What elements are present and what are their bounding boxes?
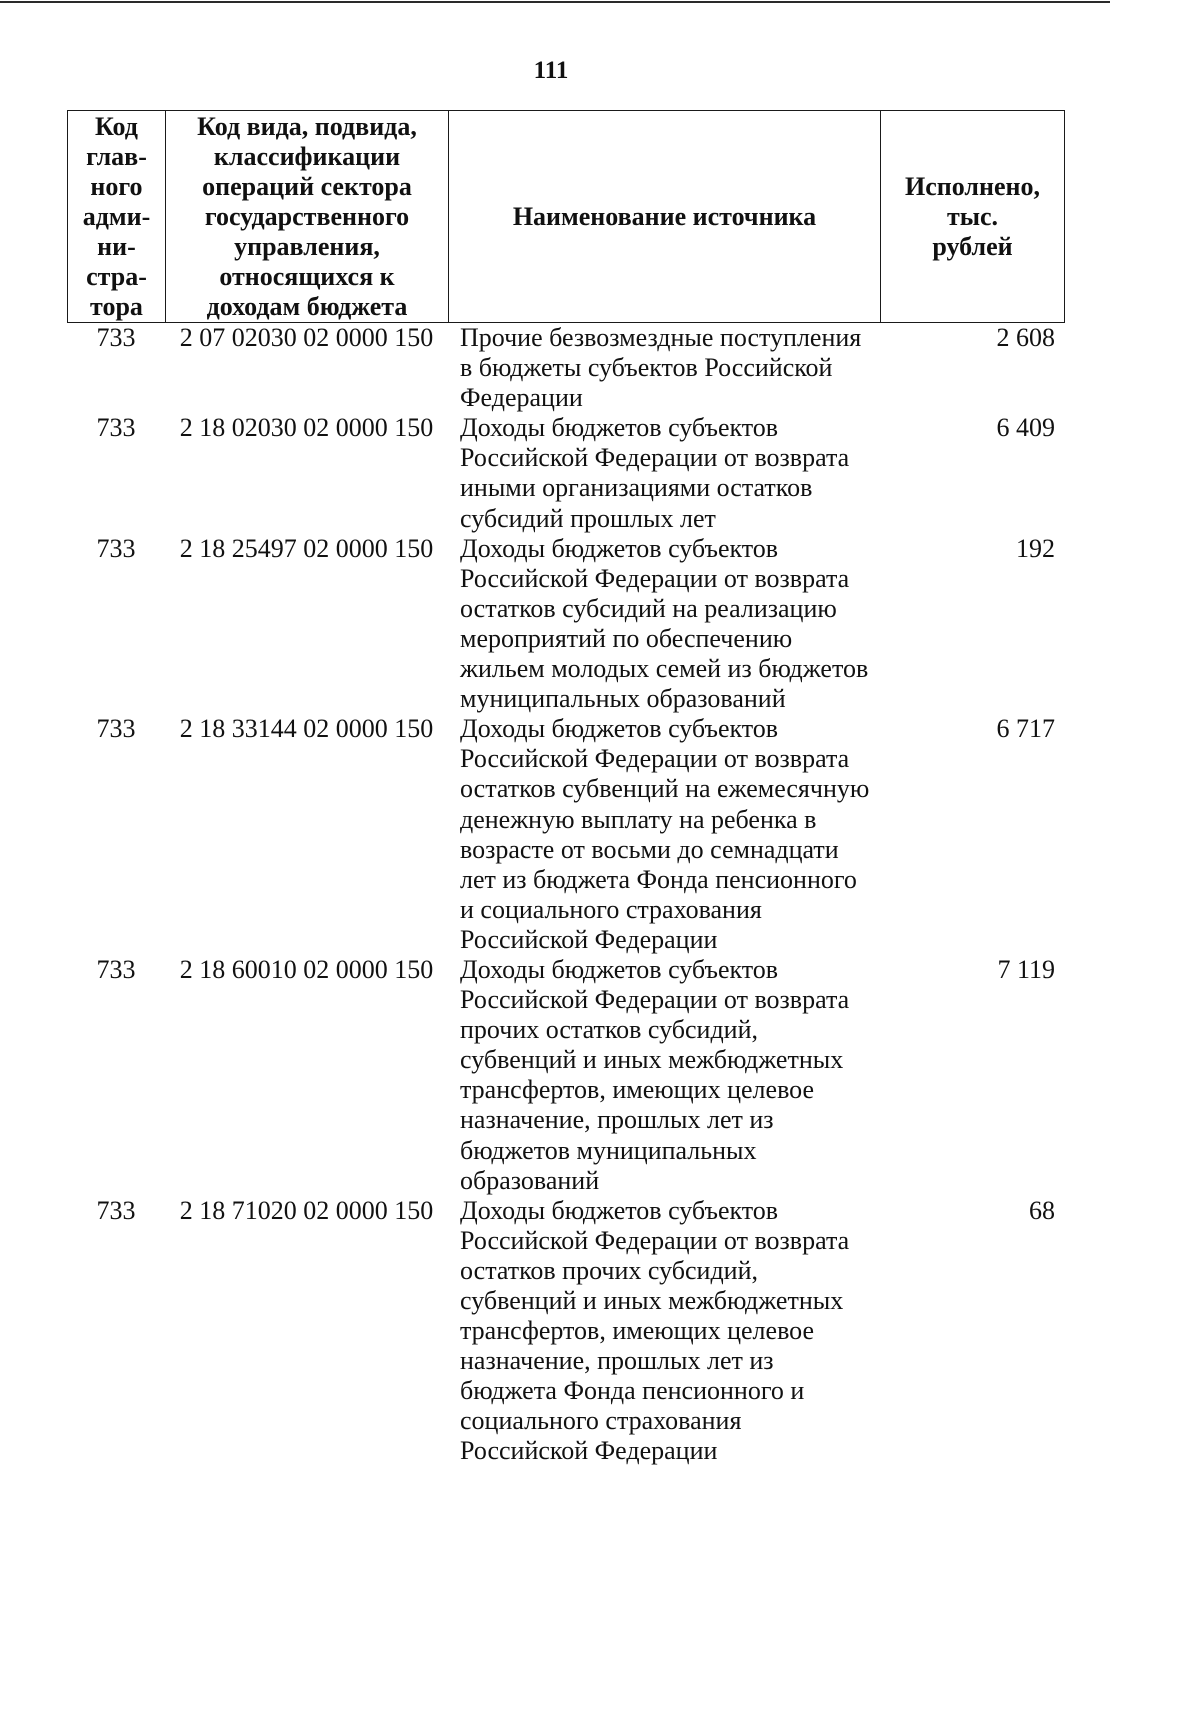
table-row [67, 714, 1065, 955]
row-source-name: Доходы бюджетов субъектов Российской Федерации от возврата остатков субсидий на реализацию мероприятий по обеспечению жильем молодых семей из бюджетов муниципальных образований [460, 533, 869, 714]
row-admin-code: 733 [96, 323, 136, 352]
row-classification-code: 2 18 60010 02 0000 150 [179, 954, 434, 984]
row-executed-amount: 2 608 [996, 323, 1055, 352]
page-number: 111 [533, 57, 569, 84]
header-classification-code: Код вида, подвида, классификации операций сектора государственного управления, относящихся к доходам бюджета [165, 110, 448, 323]
revenue-sources-table [67, 110, 1065, 1467]
row-executed-amount: 7 119 [997, 954, 1055, 984]
row-classification-code: 2 18 02030 02 0000 150 [179, 413, 434, 443]
row-source-name: Доходы бюджетов субъектов Российской Федерации от возврата остатков субвенций на ежемесячную денежную выплату на ребенка в возрасте от восьми до семнадцати лет из бюджета Фонда пенсионного и социального страхования Российской Федерации [460, 714, 870, 954]
row-source-name: Доходы бюджетов субъектов Российской Федерации от возврата иными организациями остатков субсидий прошлых лет [460, 413, 850, 533]
row-admin-code: 733 [96, 1195, 136, 1225]
table-row [67, 323, 1065, 413]
row-admin-code: 733 [96, 954, 136, 984]
header-executed: Исполнено, тыс. рублей [880, 110, 1065, 323]
table-header-row [67, 110, 1065, 323]
table-row [67, 955, 1065, 1196]
row-executed-amount: 6 409 [996, 413, 1055, 443]
row-executed-amount: 192 [1016, 533, 1055, 563]
table-row [67, 534, 1065, 715]
row-source-name: Доходы бюджетов субъектов Российской Федерации от возврата прочих остатков субсидий, субвенций и иных межбюджетных трансфертов, имеющих целевое назначение, прошлых лет из бюджетов муниципальных образований [460, 954, 850, 1195]
row-executed-amount: 6 717 [996, 714, 1055, 744]
row-classification-code: 2 18 25497 02 0000 150 [179, 533, 434, 563]
row-admin-code: 733 [96, 533, 136, 563]
table-row [67, 413, 1065, 533]
row-classification-code: 2 07 02030 02 0000 150 [179, 323, 434, 352]
scan-edge-line [0, 1, 1110, 3]
row-classification-code: 2 18 33144 02 0000 150 [179, 714, 434, 744]
row-admin-code: 733 [96, 413, 136, 443]
row-source-name: Доходы бюджетов субъектов Российской Федерации от возврата остатков прочих субсидий, субвенций и иных межбюджетных трансфертов, имеющих целевое назначение, прошлых лет из бюджета Фонда пенсионного и социального страхования Российской Федерации [460, 1195, 850, 1466]
table-row [67, 1196, 1065, 1467]
header-source-name: Наименование источника [448, 110, 880, 323]
row-source-name: Прочие безвозмездные поступления в бюджеты субъектов Российской Федерации [460, 323, 862, 413]
row-admin-code: 733 [96, 714, 136, 744]
header-admin-code: Код глав- ного адми- ни- стра- тора [67, 110, 165, 323]
row-classification-code: 2 18 71020 02 0000 150 [179, 1195, 434, 1225]
row-executed-amount: 68 [1029, 1195, 1055, 1225]
